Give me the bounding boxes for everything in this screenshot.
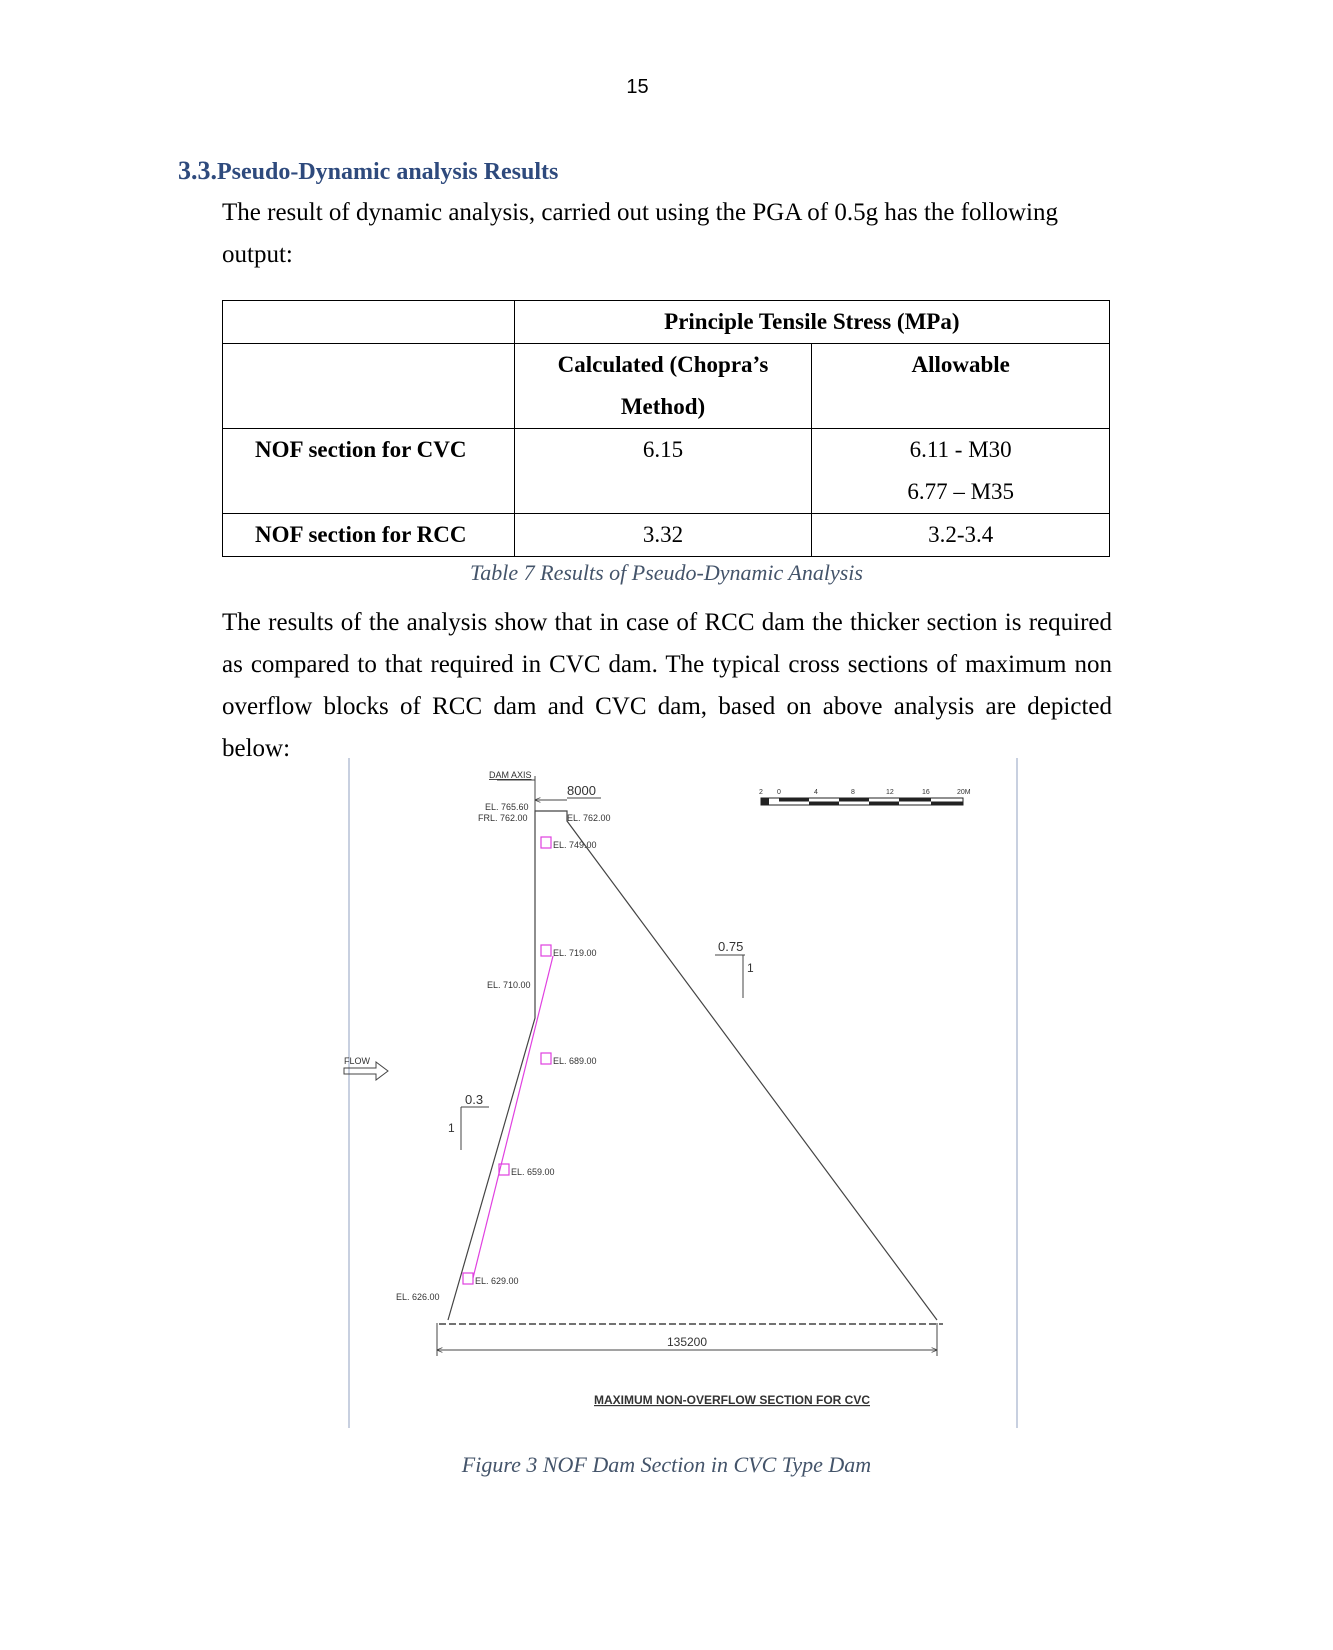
section-heading [178, 156, 558, 186]
base-width-label: 135200 [666, 1335, 708, 1349]
flow-label: FLOW [344, 1056, 370, 1066]
table-empty-cell [223, 344, 515, 429]
el-749-label: EL. 749.00 [553, 840, 597, 850]
dam-outline [448, 811, 937, 1320]
table-row [223, 514, 1110, 557]
drawing-title: MAXIMUM NON-OVERFLOW SECTION FOR CVC [594, 1393, 870, 1407]
table-subheader-row [223, 344, 1110, 429]
scale-tick-label: 12 [886, 789, 894, 796]
scale-bar-segment [761, 798, 769, 805]
section-title: Pseudo-Dynamic analysis Results [217, 159, 559, 185]
el-719-label: EL. 719.00 [553, 948, 597, 958]
results-table [222, 300, 1110, 557]
frl-label: FRL. 762.00 [478, 813, 528, 823]
gallery-719-marker [541, 945, 551, 956]
scale-tick-label: 20M [957, 789, 971, 796]
table-row [223, 429, 1110, 514]
gallery-drain-line [473, 956, 553, 1278]
dam-section-figure [344, 758, 1019, 1428]
el-659-label: EL. 659.00 [511, 1167, 555, 1177]
dam-axis-label: DAM AXIS [489, 770, 532, 780]
scale-bar-segment [869, 802, 899, 806]
slope-up-v-label: 1 [448, 1121, 455, 1135]
slope-up-h-label: 0.3 [465, 1092, 484, 1107]
table-cell-allowable: 3.2-3.4 [812, 514, 1110, 557]
page-number: 15 [626, 76, 649, 98]
table-cell-calculated: 6.15 [514, 429, 812, 514]
table-caption: Table 7 Results of Pseudo-Dynamic Analysis [470, 560, 863, 585]
table-col-allowable: Allowable [812, 344, 1110, 429]
table-empty-cell [223, 301, 515, 344]
el-626-label: EL. 626.00 [396, 1292, 440, 1302]
table-header-row [223, 301, 1110, 344]
el-629-label: EL. 629.00 [475, 1276, 519, 1286]
table-cell-calculated: 3.32 [514, 514, 812, 557]
section-number: 3.3. [178, 156, 217, 185]
body-paragraph: The results of the analysis show that in case of RCC dam the thicker section is required as compared to that required in CVC dam. The typical cross sections of maximum non overflow blocks of RCC dam and CVC dam, based on above analysis are depicted below: [222, 609, 1112, 762]
el-762-label: EL. 762.00 [567, 813, 611, 823]
gallery-629-marker [463, 1273, 473, 1284]
scale-tick-label: 4 [814, 789, 818, 796]
table-col-calculated: Calculated (Chopra’s Method) [514, 344, 812, 429]
el-top-label: EL. 765.60 [485, 802, 529, 812]
scale-bar-segment [809, 802, 839, 806]
scale-bar [759, 789, 971, 805]
gallery-749-marker [541, 837, 551, 848]
intro-paragraph: The result of dynamic analysis, carried out using the PGA of 0.5g has the following output: [222, 199, 1058, 268]
scale-tick-label: 16 [922, 789, 930, 796]
scale-tick-label: 2 [759, 789, 763, 796]
figure-caption: Figure 3 NOF Dam Section in CVC Type Dam [461, 1452, 872, 1477]
allowable-m30: 6.11 - M30 [909, 437, 1012, 462]
crest-width-label: 8000 [567, 783, 596, 798]
gallery-689-marker [541, 1053, 551, 1064]
scale-bar-segment [931, 802, 963, 806]
table-cell-allowable [812, 429, 1110, 514]
table-group-header: Principle Tensile Stress (MPa) [514, 301, 1109, 344]
scale-tick-label: 0 [777, 789, 781, 796]
dam-section-drawing [344, 758, 1019, 1428]
slope-dn-h-label: 0.75 [718, 939, 744, 954]
el-710-label: EL. 710.00 [487, 980, 531, 990]
scale-bar-segment [779, 798, 809, 802]
scale-bar-segment [839, 798, 869, 802]
table-row-label: NOF section for RCC [223, 514, 515, 557]
table-row-label: NOF section for CVC [223, 429, 515, 514]
scale-bar-segment [899, 798, 931, 802]
slope-dn-v-label: 1 [747, 961, 754, 975]
scale-tick-label: 8 [851, 789, 855, 796]
allowable-m35: 6.77 – M35 [907, 479, 1015, 504]
el-689-label: EL. 689.00 [553, 1056, 597, 1066]
